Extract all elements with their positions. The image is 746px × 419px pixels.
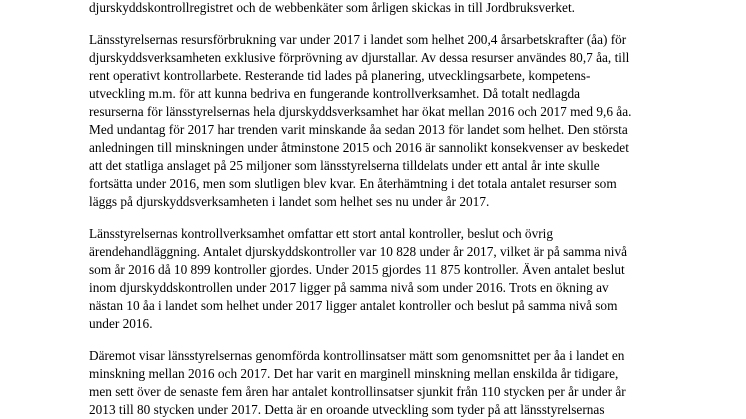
text-line: resurserna för länsstyrelsernas hela djurskyddsverksamhet har ökat mellan 2016 och 2017 med 9,6 åa. [89, 104, 632, 119]
text-line: men sett över de senaste fem åren har antalet kontrollinsatser sjunkit från 110 stycken per år under år [89, 384, 626, 399]
text-line: under 2016. [89, 316, 153, 331]
text-line: att det statliga anslaget på 25 miljoner som länsstyrelserna tilldelats under ett antal år inte skulle [89, 158, 600, 173]
text-line: fortsätta under 2016, men som slutligen blev kvar. En återhämtning i det totala antalet resurser som [89, 176, 617, 191]
text-line: ärendehandläggning. Antalet djurskyddskontroller var 10 828 under år 2017, vilket är på samma nivå [89, 244, 628, 259]
text-line: anledningen till minskningen under åtminstone 2015 och 2016 är sannolikt konsekvenser av beskedet [89, 140, 629, 155]
text-line: djurskyddskontrollregistret och de webbenkäter som årligen skickas in till Jordbruksverket. [89, 0, 575, 15]
text-line: utveckling m.m. för att kunna bedriva en fungerande kontrollverksamhet. Då totalt nedlagda [89, 86, 581, 101]
text-line: Däremot visar länsstyrelsernas genomförda kontrollinsatser mätt som genomsnittet per åa i landet en [89, 348, 625, 363]
text-line: Länsstyrelsernas resursförbrukning var under 2017 i landet som helhet 200,4 årsarbetskrafter (åa) för [89, 32, 627, 47]
text-line: som år 2016 då 10 899 kontroller gjordes. Under 2015 gjordes 11 875 kontroller. Även antalet beslut [89, 262, 625, 277]
text-line: rent operativt kontrollarbete. Resterande tid lades på planering, utvecklingsarbete, kompetens- [89, 68, 591, 83]
text-line: Länsstyrelsernas kontrollverksamhet omfattar ett stort antal kontroller, beslut och övrig [89, 226, 553, 241]
text-line: 2013 till 80 stycken under 2017. Detta är en oroande utveckling som tyder på att länsstyrelsernas [89, 402, 605, 417]
text-line: Med undantag för 2017 har trenden varit minskande åa sedan 2013 för landet som helhet. Den största [89, 122, 628, 137]
text-line: minskning mellan 2016 och 2017. Det har varit en marginell minskning mellan enskilda år tidigare, [89, 366, 619, 381]
text-line: djurskyddsverksamheten exklusive förprövning av djurstallar. Av dessa resurser användes 80,7 åa, till [89, 50, 630, 65]
text-line: inom djurskyddskontrollen under 2017 ligger på samma nivå som under 2016. Trots en ökning av [89, 280, 609, 295]
text-line: läggs på djurskyddsverksamheten i landet som helhet ses nu under år 2017. [89, 194, 490, 209]
text-line: nästan 10 åa i landet som helhet under 2017 ligger antalet kontroller och beslut på samma nivå som [89, 298, 618, 313]
